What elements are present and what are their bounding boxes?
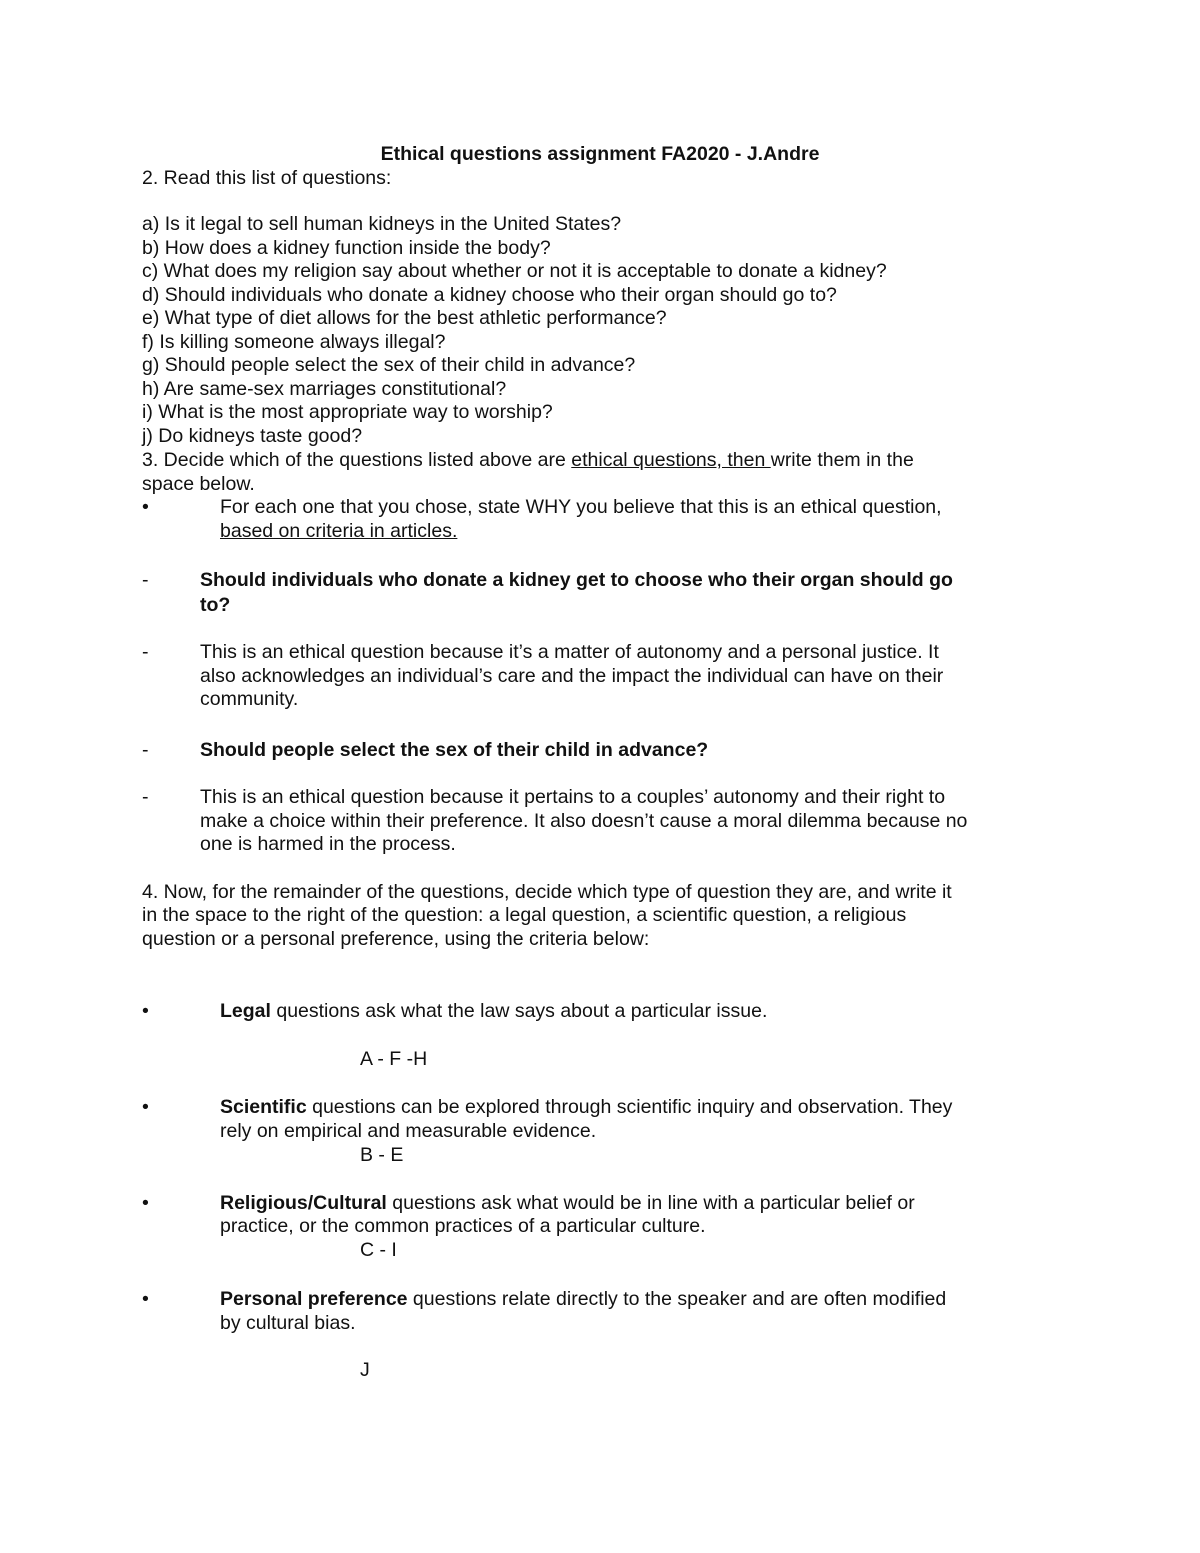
criteria-personal-term: Personal preference: [220, 1288, 408, 1310]
dash-symbol: -: [142, 641, 149, 663]
criteria-scientific: [220, 1095, 952, 1119]
answer-2-reason-line-3: one is harmed in the process.: [200, 833, 456, 855]
criteria-religious-text: questions ask what would be in line with a particular belief or: [386, 1192, 915, 1214]
criteria-scientific-answer: B - E: [360, 1144, 404, 1166]
dash-symbol: -: [142, 786, 149, 808]
question-item-h: h) Are same-sex marriages constitutional?: [142, 378, 507, 400]
criteria-personal: [220, 1287, 946, 1311]
criteria-religious-answer: C - I: [360, 1239, 397, 1261]
question-item-j: j) Do kidneys taste good?: [142, 425, 363, 447]
dash-symbol: -: [142, 739, 149, 761]
question-item-i: i) What is the most appropriate way to worship?: [142, 401, 553, 423]
q3-bullet-line-2: based on criteria in articles.: [220, 520, 458, 542]
criteria-religious-line-2: practice, or the common practices of a particular culture.: [220, 1215, 706, 1237]
dash-symbol: -: [142, 569, 149, 591]
page-title: Ethical questions assignment FA2020 - J.Andre: [380, 143, 820, 165]
criteria-personal-answer: J: [360, 1359, 370, 1381]
question-item-b: b) How does a kidney function inside the body?: [142, 237, 551, 259]
criteria-religious: [220, 1191, 915, 1215]
question-3-line-1: [142, 448, 914, 472]
answer-2-reason-line-2: make a choice within their preference. It also doesn’t cause a moral dilemma because no: [200, 810, 968, 832]
question-4-line-3: question or a personal preference, using the criteria below:: [142, 928, 650, 950]
criteria-legal: [220, 999, 767, 1023]
question-item-g: g) Should people select the sex of their child in advance?: [142, 354, 636, 376]
answer-1-reason-line-2: also acknowledges an individual’s care and the impact the individual can have on their: [200, 665, 944, 687]
question-item-e: e) What type of diet allows for the best athletic performance?: [142, 307, 667, 329]
answer-2-question: Should people select the sex of their child in advance?: [200, 739, 709, 761]
criteria-scientific-term: Scientific: [220, 1096, 307, 1118]
answer-1-reason-line-1: This is an ethical question because it’s a matter of autonomy and a personal justice. It: [200, 641, 939, 663]
criteria-legal-text: questions ask what the law says about a particular issue.: [270, 1000, 768, 1022]
answer-1-question-line-2: to?: [200, 594, 231, 616]
q3-text-2: write them in the: [770, 449, 914, 471]
criteria-scientific-text: questions can be explored through scientific inquiry and observation. They: [306, 1096, 953, 1118]
criteria-legal-answer: A - F -H: [360, 1048, 428, 1070]
bullet-symbol: •: [142, 1192, 149, 1214]
bullet-symbol: •: [142, 496, 149, 518]
question-item-a: a) Is it legal to sell human kidneys in the United States?: [142, 213, 622, 235]
question-2-heading: 2. Read this list of questions:: [142, 167, 392, 189]
q3-underlined: ethical questions, then: [571, 449, 771, 471]
q3-text-1: 3. Decide which of the questions listed above are: [142, 449, 572, 471]
criteria-scientific-line-2: rely on empirical and measurable evidence.: [220, 1120, 597, 1142]
criteria-personal-line-2: by cultural bias.: [220, 1312, 356, 1334]
question-3-line-2: space below.: [142, 473, 255, 495]
answer-1-question-line-1: Should individuals who donate a kidney get to choose who their organ should go: [200, 569, 953, 591]
question-4-line-1: 4. Now, for the remainder of the questions, decide which type of question they are, and write it: [142, 881, 952, 903]
question-item-d: d) Should individuals who donate a kidney choose who their organ should go to?: [142, 284, 837, 306]
criteria-personal-text: questions relate directly to the speaker and are often modified: [407, 1288, 947, 1310]
answer-1-reason-line-3: community.: [200, 688, 299, 710]
question-4-line-2: in the space to the right of the question: a legal question, a scientific question, a religious: [142, 904, 907, 926]
question-item-f: f) Is killing someone always illegal?: [142, 331, 446, 353]
q3-bullet-line-1: For each one that you chose, state WHY you believe that this is an ethical question,: [220, 496, 942, 518]
criteria-religious-term: Religious/Cultural: [220, 1192, 387, 1214]
bullet-symbol: •: [142, 1096, 149, 1118]
criteria-legal-term: Legal: [220, 1000, 271, 1022]
question-item-c: c) What does my religion say about whether or not it is acceptable to donate a kidney?: [142, 260, 887, 282]
answer-2-reason-line-1: This is an ethical question because it pertains to a couples’ autonomy and their right to: [200, 786, 946, 808]
bullet-symbol: •: [142, 1288, 149, 1310]
bullet-symbol: •: [142, 1000, 149, 1022]
